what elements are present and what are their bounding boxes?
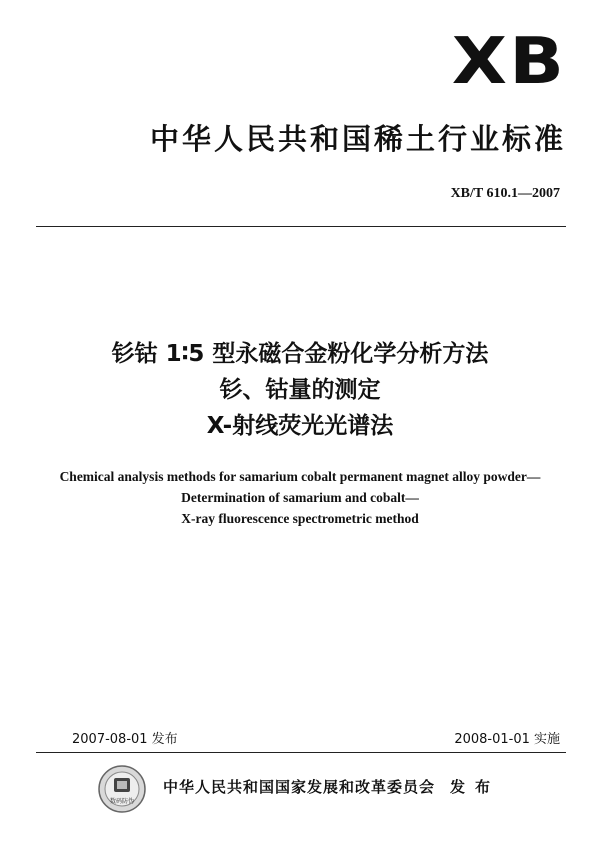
publish-label: 发布 bbox=[450, 778, 501, 796]
issuing-authority: 中华人民共和国国家发展和改革委员会 bbox=[163, 778, 436, 796]
english-title bbox=[0, 466, 600, 529]
standard-category-title: 中华人民共和国稀土行业标准 bbox=[149, 122, 566, 156]
chinese-title-line-3: X-射线荧光光谱法 bbox=[206, 413, 394, 439]
effective-date: 2008-01-01 实施 bbox=[454, 732, 560, 747]
english-title-line-2: Determination of samarium and cobalt— bbox=[181, 490, 419, 505]
chinese-title-line-2: 钐、钴量的测定 bbox=[219, 377, 381, 403]
chinese-title-line-1: 钐钴 1∶5 型永磁合金粉化学分析方法 bbox=[111, 341, 489, 367]
english-title-line-1: Chemical analysis methods for samarium cobalt permanent magnet alloy powder— bbox=[59, 469, 541, 484]
svg-text:数码防伪: 数码防伪 bbox=[109, 798, 135, 805]
xb-logo: XB bbox=[451, 25, 566, 99]
standard-code: XB/T 610.1—2007 bbox=[450, 186, 560, 201]
chinese-title bbox=[0, 336, 600, 444]
anti-counterfeit-seal-icon bbox=[97, 764, 147, 814]
bottom-divider bbox=[36, 752, 566, 753]
issue-date: 2007-08-01 发布 bbox=[72, 732, 178, 747]
top-divider bbox=[36, 226, 566, 227]
english-title-line-3: X-ray fluorescence spectrometric method bbox=[181, 511, 419, 526]
